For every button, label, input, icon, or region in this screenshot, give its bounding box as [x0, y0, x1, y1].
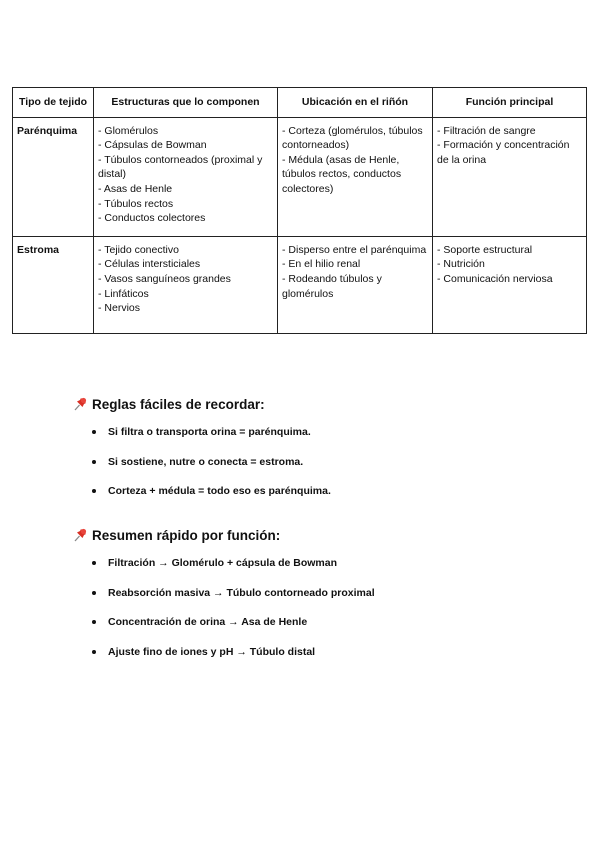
- list-item: [72, 556, 375, 586]
- list-line: - Túbulos rectos: [98, 197, 174, 210]
- bullet-icon: [92, 460, 96, 464]
- rule-text: Si filtra o transporta orina = parénquima.: [108, 426, 311, 438]
- list-line: - Soporte estructural: [437, 243, 533, 256]
- bullet-icon: [92, 650, 96, 654]
- structures-cell: [94, 236, 278, 333]
- summary-list: [72, 556, 375, 674]
- table-header-row: [13, 88, 587, 118]
- list-item: [72, 484, 331, 514]
- bullet-icon: [92, 591, 96, 595]
- summary-heading: [72, 527, 375, 543]
- list-line: - Nervios: [98, 302, 141, 315]
- summary-text: Filtración → Glomérulo + cápsula de Bowman: [108, 557, 338, 569]
- list-item: [72, 425, 331, 455]
- list-line: - Cápsulas de Bowman: [98, 139, 207, 152]
- list-item: [72, 586, 375, 616]
- function-cell: [433, 117, 587, 236]
- list-line: - Disperso entre el parénquima: [282, 243, 427, 256]
- location-cell: [278, 236, 433, 333]
- list-line: - Vasos sanguíneos grandes: [98, 272, 231, 285]
- bullet-icon: [92, 561, 96, 565]
- list-item: [72, 615, 375, 645]
- list-line: - Conductos colectores: [98, 212, 206, 225]
- pushpin-icon: [72, 396, 88, 412]
- header-function: Función principal: [433, 88, 587, 118]
- list-line: - Tejido conectivo: [98, 243, 179, 256]
- bullet-icon: [92, 489, 96, 493]
- list-line: - Formación y concentración de la orina: [437, 139, 570, 166]
- list-line: - Nutrición: [437, 258, 485, 271]
- summary-text: Concentración de orina → Asa de Henle: [108, 616, 308, 628]
- summary-text: Reabsorción masiva → Túbulo contorneado proximal: [108, 586, 375, 599]
- rules-heading: [72, 396, 331, 412]
- list-line: - Células intersticiales: [98, 258, 201, 271]
- list-line: - Comunicación nerviosa: [437, 272, 553, 285]
- tissue-name: Estroma: [13, 236, 94, 333]
- list-line: - Túbulos contorneados (proximal y distal): [98, 153, 263, 181]
- bullet-icon: [92, 620, 96, 624]
- tissue-table: [12, 87, 587, 334]
- list-line: - Glomérulos: [98, 124, 159, 137]
- list-line: - Rodeando túbulos y glomérulos: [282, 272, 382, 300]
- rules-title: Reglas fáciles de recordar:: [92, 396, 265, 412]
- rules-list: [72, 425, 331, 514]
- rule-text: Corteza + médula = todo eso es parénquima.: [108, 485, 331, 497]
- function-cell: [433, 236, 587, 333]
- rule-text: Si sostiene, nutre o conecta = estroma.: [108, 455, 304, 468]
- list-line: - Corteza (glomérulos, túbulos contorneados): [282, 124, 423, 152]
- list-line: - Linfáticos: [98, 287, 149, 300]
- tissue-name: Parénquima: [13, 117, 94, 236]
- list-item: [72, 645, 375, 675]
- list-line: - Médula (asas de Henle, túbulos rectos, conductos colectores): [282, 153, 402, 195]
- header-tissue-type: Tipo de tejido: [13, 88, 94, 118]
- rules-section: [72, 396, 331, 514]
- pushpin-icon: [72, 527, 88, 543]
- header-structures: Estructuras que lo componen: [94, 88, 278, 118]
- header-location: Ubicación en el riñón: [278, 88, 433, 118]
- summary-title: Resumen rápido por función:: [92, 527, 281, 543]
- list-line: - Asas de Henle: [98, 182, 173, 195]
- summary-text: Ajuste fino de iones y pH → Túbulo distal: [108, 645, 316, 658]
- bullet-icon: [92, 430, 96, 434]
- table-row: [13, 117, 587, 236]
- structures-cell: [94, 117, 278, 236]
- list-line: - En el hilio renal: [282, 258, 361, 271]
- list-line: - Filtración de sangre: [437, 124, 536, 137]
- summary-section: [72, 527, 375, 674]
- location-cell: [278, 117, 433, 236]
- list-item: [72, 455, 331, 485]
- table-row: [13, 236, 587, 333]
